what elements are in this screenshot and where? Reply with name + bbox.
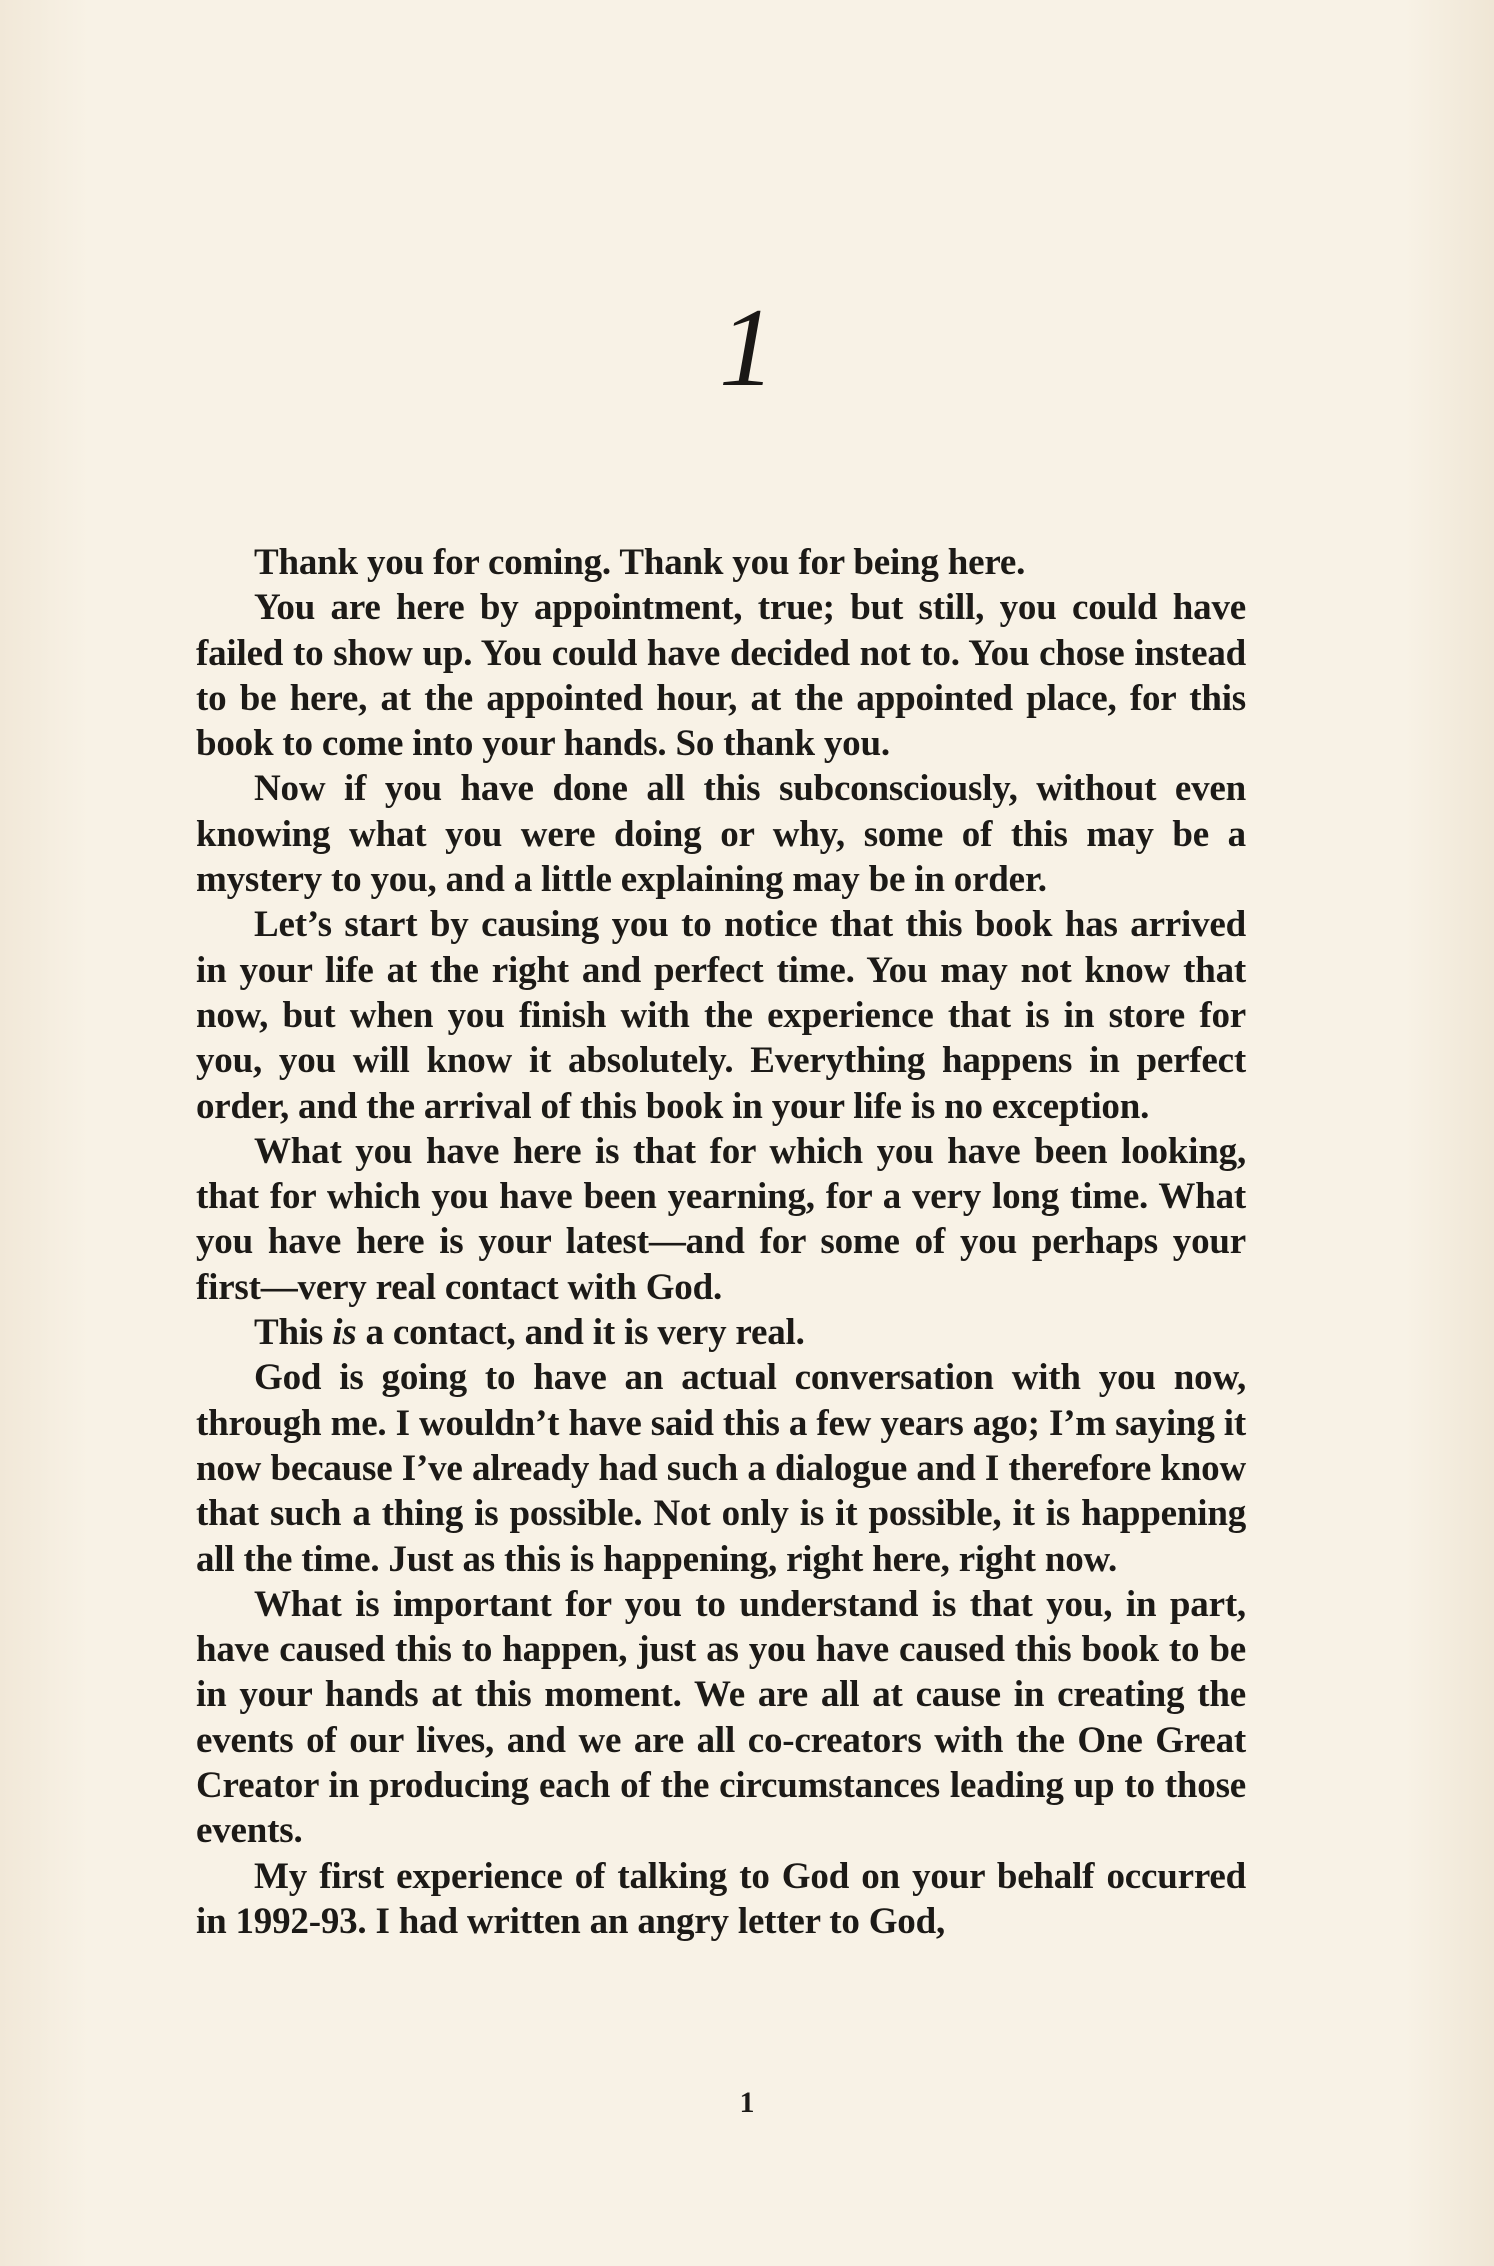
paragraph-2: You are here by appointment, true; but still, you could have failed to show up. You could have decided not to. You chose instead to be here, at the appointed hour, at the appointed place, for this book to come into your hands. So thank you.: [196, 587, 1246, 765]
paragraph-6: [196, 1310, 1246, 1355]
page-number: 1: [739, 2086, 755, 2119]
paragraph-7: God is going to have an actual conversation with you now, through me. I wouldn’t have said this a few years ago; I’m saying it now because I’ve already had such a dialogue and I therefore know that such a thing is possible. Not only is it possible, it is happening all the time. Just as this is happening, right here, right now.: [196, 1357, 1246, 1580]
paragraph-6-after: a contact, and it is very real.: [356, 1312, 805, 1354]
paragraph-4: Let’s start by causing you to notice that this book has arrived in your life at the right and perfect time. You may not know that now, but when you finish with the experience that is in store for you, you will know it absolutely. Everything happens in perfect order, and the arrival of this book in your life is no exception.: [196, 904, 1246, 1127]
chapter-number: 1: [719, 286, 775, 410]
paragraph-9: My first experience of talking to God on your behalf occurred in 1992-93. I had written an angry letter to God,: [196, 1855, 1246, 1942]
paragraph-6-emphasis: is: [332, 1312, 357, 1354]
body-text: [196, 540, 1246, 1944]
paragraph-1: Thank you for coming. Thank you for being here.: [254, 542, 1026, 583]
paragraph-6-before: This: [254, 1312, 333, 1354]
paragraph-5: What you have here is that for which you have been looking, that for which you have been yearning, for a very long time. What you have here is your latest—and for some of you perhaps your first—very real contact with God.: [196, 1130, 1246, 1308]
paragraph-3: Now if you have done all this subconsciously, without even knowing what you were doing or why, some of this may be a mystery to you, and a little explaining may be in order.: [196, 768, 1246, 901]
paragraph-8: What is important for you to understand is that you, in part, have caused this to happen, just as you have caused this book to be in your hands at this moment. We are all at cause in creating the events of our lives, and we are all co-creators with the One Great Creator in producing each of the circumstances leading up to those events.: [196, 1583, 1246, 1852]
